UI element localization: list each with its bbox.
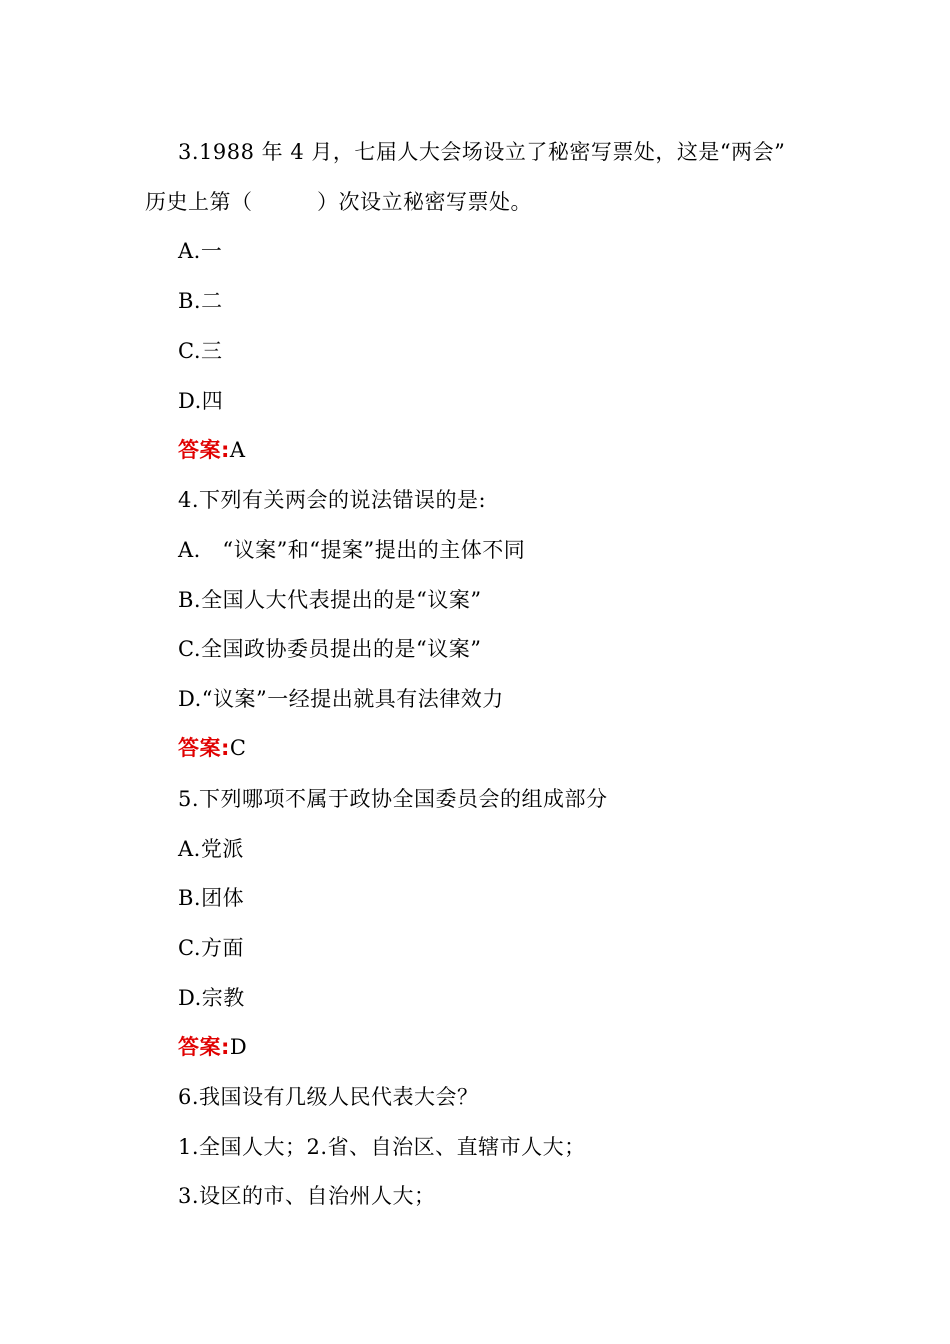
question-4-stem: 4.下列有关两会的说法错误的是: [178,488,487,512]
question-5-answer [178,1035,247,1059]
answer-label: 答案: [178,1035,230,1059]
question-4-option-b: B.全国人大代表提出的是“议案” [178,588,482,612]
question-3-option-b: B.二 [178,289,223,313]
question-5-stem: 5.下列哪项不属于政协全国委员会的组成部分 [178,787,608,811]
answer-label: 答案: [178,438,230,462]
question-5-option-a: A.党派 [178,837,244,861]
question-5-option-d: D.宗教 [178,986,245,1010]
answer-value: D [229,1035,248,1059]
question-4-answer [178,736,246,760]
question-5-option-c: C.方面 [178,936,244,960]
question-3-stem-line-1: 3.1988 年 4 月，七届人大会场设立了秘密写票处，这是“两会” [178,140,786,164]
question-4-option-d: D.“议案”一经提出就具有法律效力 [178,687,504,711]
question-3-option-a: A.一 [178,239,223,263]
question-6-item-3: 3.设区的市、自治州人大； [178,1184,436,1208]
question-3-stem-line-2: 历史上第（ ）次设立秘密写票处。 [145,190,532,214]
question-5-option-b: B.团体 [178,886,245,910]
answer-value: C [229,736,247,760]
question-3-option-c: C.三 [178,339,223,363]
question-6-item-1-2: 1.全国人大；2.省、自治区、直辖市人大； [178,1135,586,1159]
question-4-option-a: A. “议案”和“提案”提出的主体不同 [178,538,526,562]
question-3-answer [178,438,246,462]
question-4-option-c: C.全国政协委员提出的是“议案” [178,637,482,661]
answer-label: 答案: [178,736,230,760]
question-3-option-d: D.四 [178,389,224,413]
answer-value: A [229,438,246,462]
question-6-stem: 6.我国设有几级人民代表大会？ [178,1085,479,1109]
